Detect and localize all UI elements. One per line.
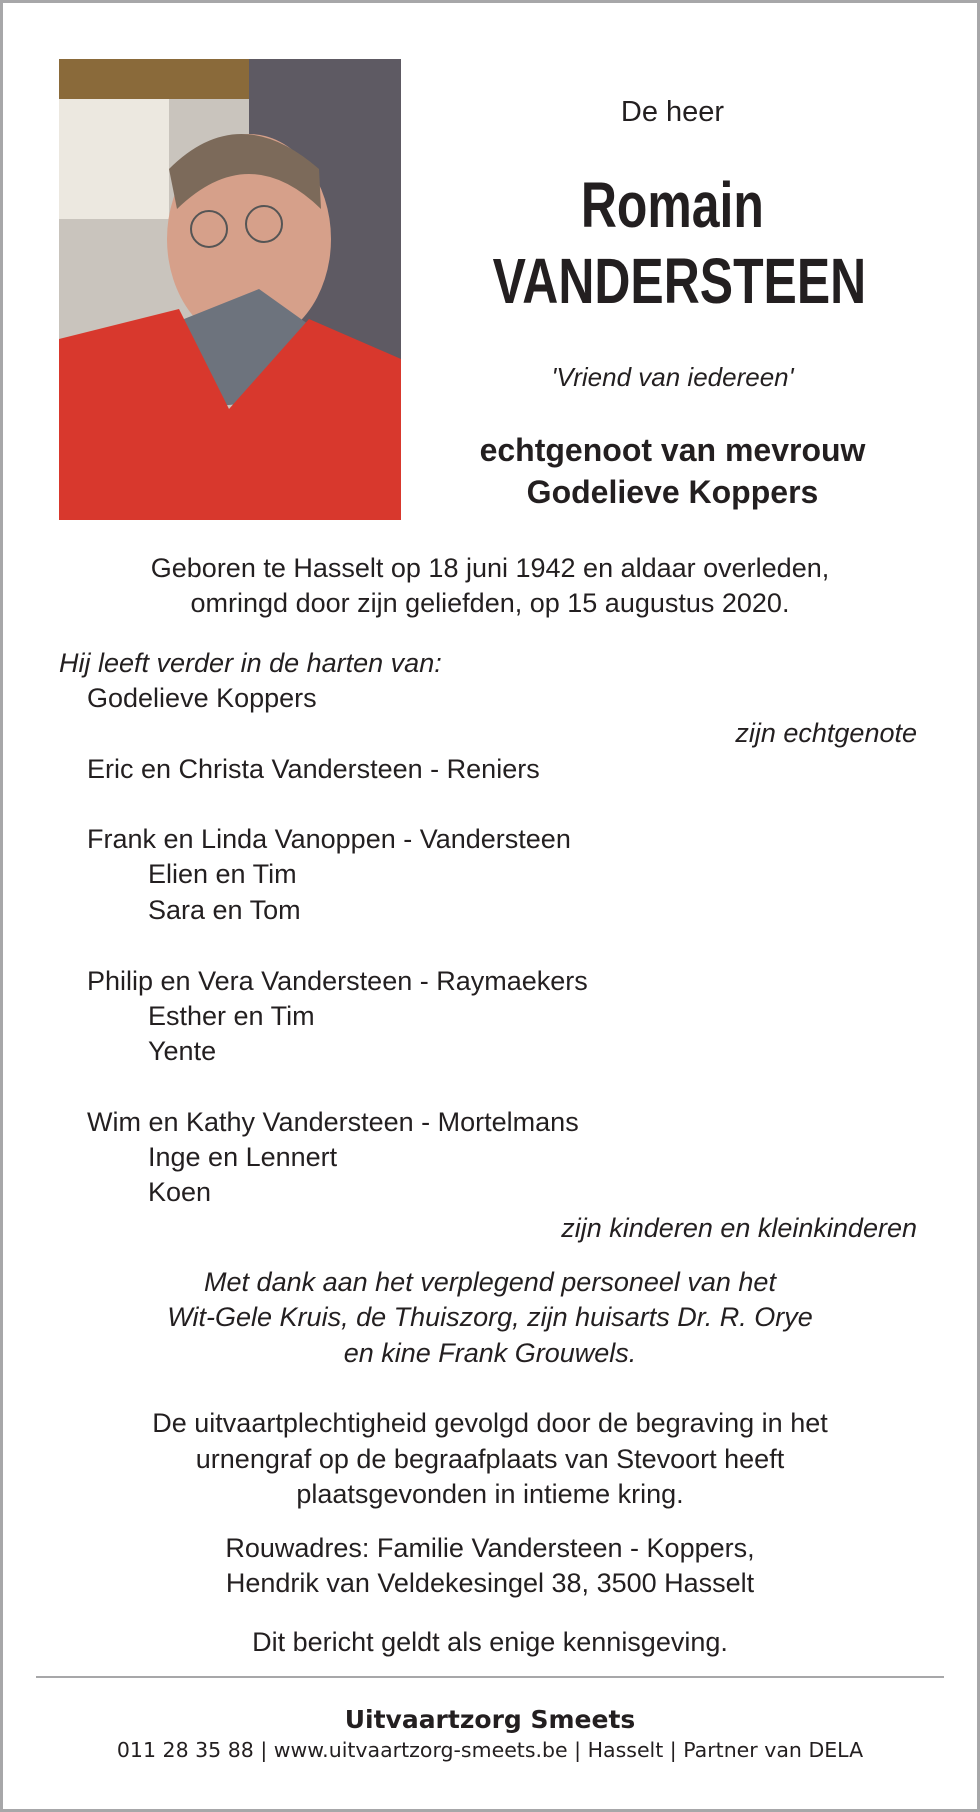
grandchild-name: Yente xyxy=(148,1036,217,1066)
last-name-text: VANDERSTEEN xyxy=(492,245,867,317)
grandchild-name: Koen xyxy=(148,1177,212,1207)
salutation: De heer xyxy=(620,96,725,128)
motto: 'Vriend van iedereen' xyxy=(551,362,794,392)
company-name: Uitvaartzorg Smeets xyxy=(344,1705,636,1734)
spouse-name: Godelieve Koppers xyxy=(87,683,317,713)
funeral-line: De uitvaartplechtigheid gevolgd door de begraving in het xyxy=(152,1408,828,1438)
birth-line2: omringd door zijn geliefden, op 15 augustus 2020. xyxy=(190,588,790,618)
notice: Dit bericht geldt als enige kennisgeving. xyxy=(252,1627,728,1657)
grandchild-name: Sara en Tom xyxy=(148,895,301,925)
child-name: Wim en Kathy Vandersteen - Mortelmans xyxy=(87,1107,579,1137)
first-name-text: Romain xyxy=(580,169,765,241)
first-name xyxy=(440,168,905,242)
spouse-line2: Godelieve Koppers xyxy=(526,474,819,510)
thanks-line: Wit-Gele Kruis, de Thuiszorg, zijn huisarts Dr. R. Orye xyxy=(167,1302,813,1332)
child-name: Eric en Christa Vandersteen - Reniers xyxy=(87,754,540,784)
children-role: zijn kinderen en kleinkinderen xyxy=(561,1213,917,1243)
grandchild-name: Inge en Lennert xyxy=(148,1142,338,1172)
spouse-role: zijn echtgenote xyxy=(735,718,917,748)
last-name xyxy=(440,244,905,318)
family-intro: Hij leeft verder in de harten van: xyxy=(59,648,442,678)
funeral-line: urnengraf op de begraafplaats van Stevoort heeft xyxy=(195,1444,785,1474)
thanks-line: en kine Frank Grouwels. xyxy=(343,1338,637,1368)
company-contact: 011 28 35 88 | www.uitvaartzorg-smeets.be | Hasselt | Partner van DELA xyxy=(116,1738,864,1762)
spouse-line1: echtgenoot van mevrouw xyxy=(479,432,866,468)
portrait-photo xyxy=(59,59,401,520)
grandchild-name: Esther en Tim xyxy=(148,1001,315,1031)
funeral-line: plaatsgevonden in intieme kring. xyxy=(296,1479,684,1509)
child-name: Frank en Linda Vanoppen - Vandersteen xyxy=(87,824,571,854)
grandchild-name: Elien en Tim xyxy=(148,859,297,889)
address-line: Hendrik van Veldekesingel 38, 3500 Hasselt xyxy=(225,1568,755,1598)
child-name: Philip en Vera Vandersteen - Raymaekers xyxy=(87,966,588,996)
divider xyxy=(36,1676,944,1678)
birth-line1: Geboren te Hasselt op 18 juni 1942 en aldaar overleden, xyxy=(150,553,830,583)
thanks-line: Met dank aan het verplegend personeel van het xyxy=(204,1267,776,1297)
address-line: Rouwadres: Familie Vandersteen - Koppers, xyxy=(225,1533,755,1563)
